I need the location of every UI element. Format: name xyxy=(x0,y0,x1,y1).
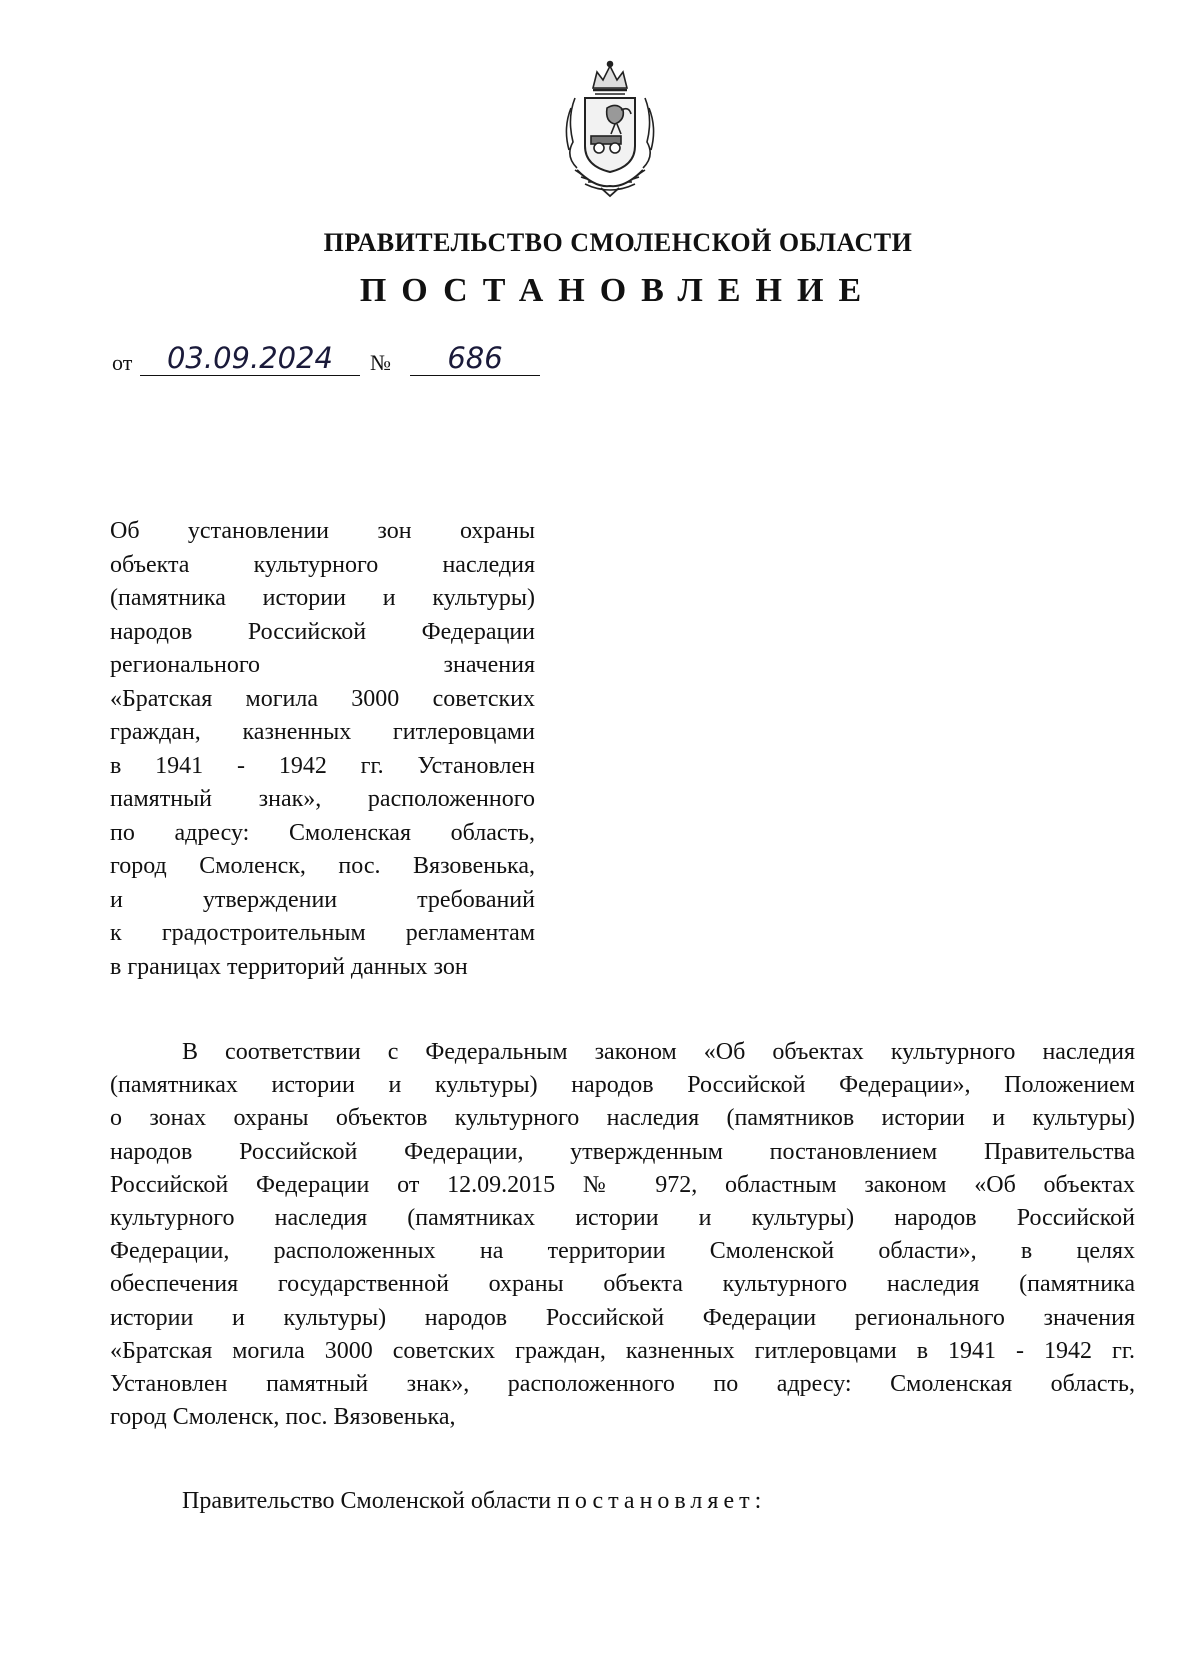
resolution-verb: постановляет: xyxy=(557,1488,767,1514)
subject-line: регионального значения xyxy=(110,652,535,678)
body-line: культурного наследия (памятниках истории и культуры) народов Российской xyxy=(110,1204,1135,1231)
coat-of-arms-icon xyxy=(555,58,665,198)
subject-line: в 1941 - 1942 гг. Установлен xyxy=(110,752,535,779)
handwritten-date: 03.09.2024 xyxy=(140,341,360,376)
body-line: Российской Федерации от 12.09.2015 № 972, областным законом «Об объектах xyxy=(110,1171,1135,1198)
date-label: от xyxy=(112,350,133,375)
resolution-prefix: Правительство Смоленской области xyxy=(182,1488,558,1514)
subject-line: Об установлении зон охраны xyxy=(110,518,535,544)
handwritten-number: 686 xyxy=(410,341,540,376)
body-line: истории и культуры) народов Российской Федерации регионального значения xyxy=(110,1304,1135,1331)
subject-line: в границах территорий данных зон xyxy=(110,953,468,980)
document-type: ПОСТАНОВЛЕНИЕ xyxy=(359,272,877,309)
resolution-statement xyxy=(182,1488,766,1515)
subject-line: граждан, казненных гитлеровцами xyxy=(110,719,535,745)
subject-line: объекта культурного наследия xyxy=(110,551,535,578)
body-line: город Смоленск, пос. Вязовенька, xyxy=(110,1404,456,1431)
subject-line: памятный знак», расположенного xyxy=(110,786,535,812)
body-line: «Братская могила 3000 советских граждан, казненных гитлеровцами в 1941 - 1942 гг. xyxy=(110,1337,1135,1364)
body-line: о зонах охраны объектов культурного наследия (памятников истории и культуры) xyxy=(110,1105,1135,1132)
subject-line: по адресу: Смоленская область, xyxy=(110,819,535,846)
subject-line: народов Российской Федерации xyxy=(110,618,535,645)
organization-title: ПРАВИТЕЛЬСТВО СМОЛЕНСКОЙ ОБЛАСТИ xyxy=(323,228,913,257)
body-line: народов Российской Федерации, утвержденным постановлением Правительства xyxy=(110,1138,1135,1165)
date-number-line xyxy=(112,341,592,384)
subject-line: к градостроительным регламентам xyxy=(110,920,535,946)
body-line: Установлен памятный знак», расположенного по адресу: Смоленская область, xyxy=(110,1370,1135,1397)
body-line: Федерации, расположенных на территории Смоленской области», в целях xyxy=(110,1238,1135,1265)
subject-line: «Братская могила 3000 советских xyxy=(110,685,535,712)
body-line: обеспечения государственной охраны объекта культурного наследия (памятника xyxy=(110,1271,1135,1298)
number-label: № xyxy=(370,350,391,375)
preamble-paragraph xyxy=(110,1036,1135,1434)
body-line: (памятниках истории и культуры) народов Российской Федерации», Положением xyxy=(110,1072,1135,1099)
subject-line: (памятника истории и культуры) xyxy=(110,585,535,611)
subject-line: город Смоленск, пос. Вязовенька, xyxy=(110,853,535,879)
document-subject xyxy=(110,515,535,984)
body-line: В соответствии с Федеральным законом «Об объектах культурного наследия xyxy=(182,1039,1135,1065)
subject-line: и утверждении требований xyxy=(110,886,535,913)
